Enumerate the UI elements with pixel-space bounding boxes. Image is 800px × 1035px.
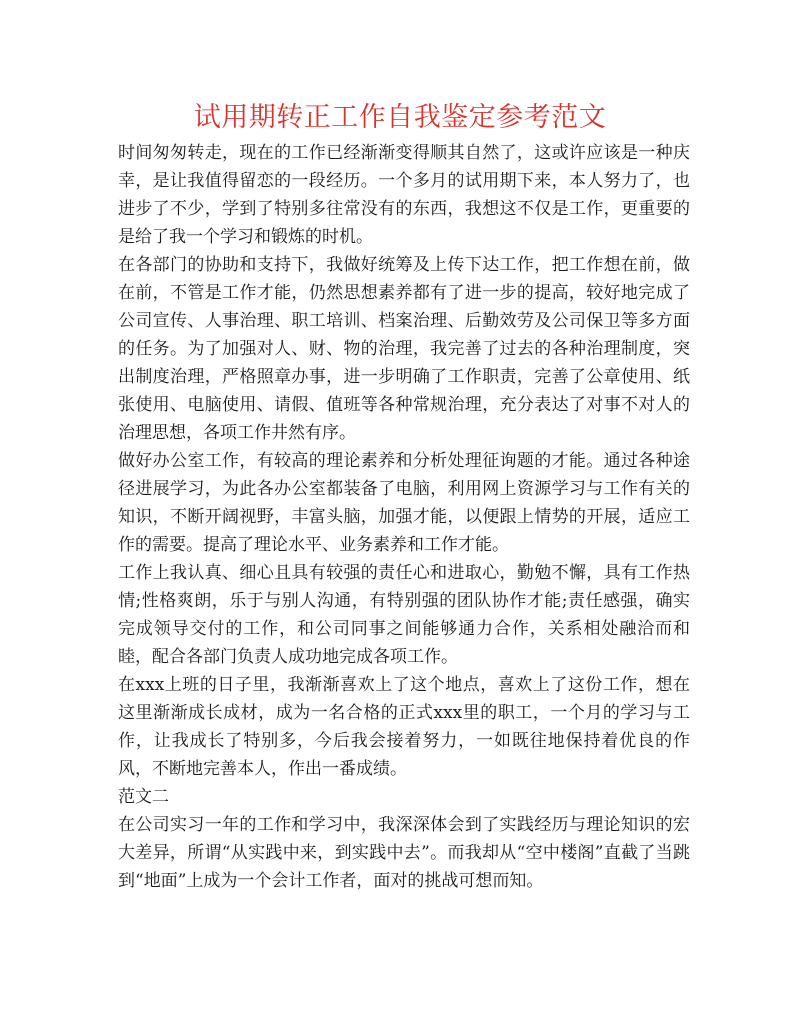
paragraph-3: 做好办公室工作，有较高的理论素养和分析处理征询题的才能。通过各种途径进展学习，为此各办公室都装备了电脑，利用网上资源学习与工作有关的知识，不断开阔视野，丰富头脑，加强才能，以便跟上情势的开展，适应工作的需要。提高了理论水平、业务素养和工作才能。 — [118, 451, 690, 555]
document-body — [118, 139, 690, 895]
paragraph-5: 在xxx上班的日子里，我渐渐喜欢上了这个地点，喜欢上了这份工作，想在这里渐渐成长成材，成为一名合格的正式xxx里的职工，一个月的学习与工作，让我成长了特别多，今后我会接着努力，一如既往地保持着优良的作风，不断地完善本人，作出一番成绩。 — [118, 675, 690, 779]
paragraph-2: 在各部门的协助和支持下，我做好统筹及上传下达工作，把工作想在前，做在前，不管是工作才能，仍然思想素养都有了进一步的提高，较好地完成了公司宣传、人事治理、职工培训、档案治理、后勤效劳及公司保卫等多方面的任务。为了加强对人、财、物的治理，我完善了过去的各种治理制度，突出制度治理，严格照章办事，进一步明确了工作职责，完善了公章使用、纸张使用、电脑使用、请假、值班等各种常规治理，充分表达了对事不对人的治理思想，各项工作井然有序。 — [118, 255, 690, 443]
paragraph-4: 工作上我认真、细心且具有较强的责任心和进取心，勤勉不懈，具有工作热情;性格爽朗，乐于与别人沟通，有特别强的团队协作才能;责任感强，确实完成领导交付的工作，和公司同事之间能够通力合作，关系相处融洽而和睦，配合各部门负责人成功地完成各项工作。 — [118, 563, 690, 667]
paragraph-1: 时间匆匆转走，现在的工作已经渐渐变得顺其自然了，这或许应该是一种庆幸，是让我值得留恋的一段经历。一个多月的试用期下来，本人努力了，也进步了不少，学到了特别多往常没有的东西，我想这不仅是工作，更重要的是给了我一个学习和锻炼的时机。 — [118, 143, 690, 247]
section-heading-fanwen-2: 范文二 — [118, 787, 169, 807]
paragraph-6: 在公司实习一年的工作和学习中，我深深体会到了实践经历与理论知识的宏大差异，所谓“从实践中来，到实践中去”。而我却从“空中楼阁”直截了当跳到“地面”上成为一个会计工作者，面对的挑战可想而知。 — [118, 815, 690, 891]
document-title: 试用期转正工作自我鉴定参考范文 — [193, 102, 607, 133]
